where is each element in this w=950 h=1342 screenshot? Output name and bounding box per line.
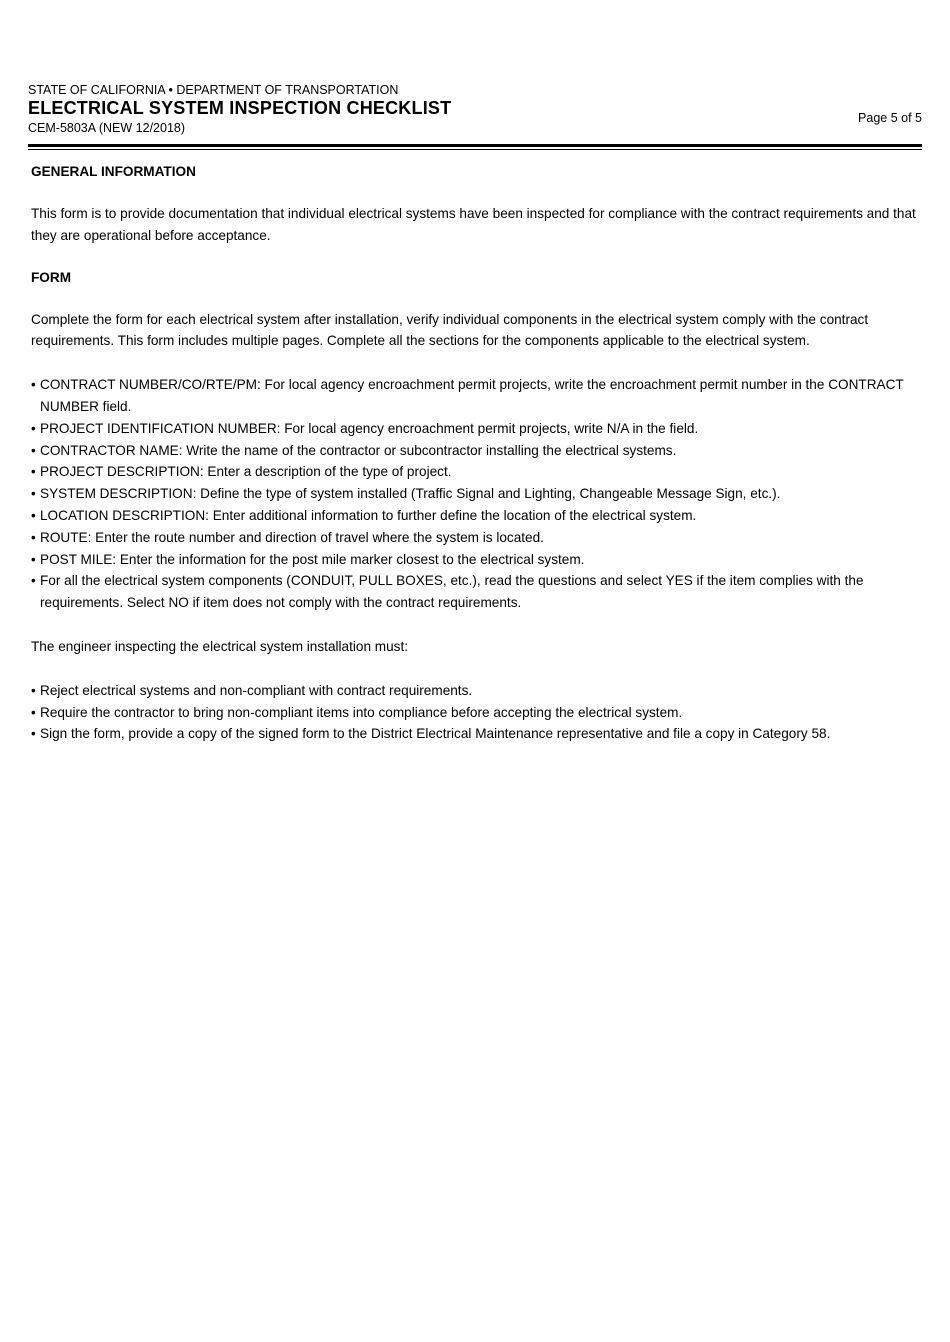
list-item-text: For all the electrical system components (CONDUIT, PULL BOXES, etc.), read the questions and select YES if the item complies with the requirements. Select NO if item does not comply with the contract requirements. [40,573,864,611]
header-rule-thick [28,144,922,147]
list-item-text: SYSTEM DESCRIPTION: Define the type of system installed (Traffic Signal and Lighting, Changeable Message Sign, etc.). [40,486,781,502]
list-item [31,702,919,724]
list-item-text: ROUTE: Enter the route number and direction of travel where the system is located. [40,529,544,545]
bullet: • [31,420,36,436]
instructions-body [31,163,919,767]
bullet: • [31,551,36,567]
form-heading: FORM [31,269,72,285]
list-item [31,527,919,549]
bullet: • [31,464,36,480]
list-item-text: CONTRACTOR NAME: Write the name of the contractor or subcontractor installing the electrical systems. [40,442,677,458]
page-number: Page 5 of 5 [858,111,922,125]
form-title: ELECTRICAL SYSTEM INSPECTION CHECKLIST [28,98,452,118]
list-item-text: LOCATION DESCRIPTION: Enter additional information to further define the location of the electrical system. [40,507,697,523]
list-item [31,570,919,614]
engineer-requirements-list [31,680,919,745]
bullet: • [31,377,36,393]
list-item [31,418,919,440]
list-item [31,374,919,418]
general-information-text: This form is to provide documentation that individual electrical systems have been inspected for compliance with the contract requirements and that they are operational before acceptance. [31,206,916,243]
bullet: • [31,529,36,545]
general-information-heading: GENERAL INFORMATION [31,164,196,179]
form-number: CEM-5803A (NEW 12/2018) [28,121,186,135]
bullet: • [31,704,36,720]
list-item [31,723,919,745]
bullet: • [31,442,36,458]
list-item-text: PROJECT DESCRIPTION: Enter a description of the type of project. [40,464,452,480]
list-item [31,483,919,505]
bullet: • [31,682,36,698]
header-rule-thin [28,149,922,150]
bullet: • [31,507,36,523]
list-item [31,680,919,702]
list-item-text: Sign the form, provide a copy of the signed form to the District Electrical Maintenance representative and file a copy in Category 58. [40,726,831,742]
list-item-text: PROJECT IDENTIFICATION NUMBER: For local agency encroachment permit projects, write N/A in the field. [40,420,699,436]
bullet: • [31,573,36,589]
list-item [31,549,919,571]
field-instructions-list [31,374,919,614]
list-item-text: Require the contractor to bring non-compliant items into compliance before accepting the electrical system. [40,704,683,720]
list-item-text: POST MILE: Enter the information for the post mile marker closest to the electrical system. [40,551,585,567]
list-item-text: CONTRACT NUMBER/CO/RTE/PM: For local agency encroachment permit projects, write the encroachment permit number in the CONTRACT NUMBER field. [40,377,904,414]
form-instructions-text: Complete the form for each electrical system after installation, verify individual components in the electrical system comply with the contract requirements. This form includes multiple pages. Complete all the sections for the components applicable to the electrical system. [31,311,869,349]
header-agency: STATE OF CALIFORNIA • DEPARTMENT OF TRANSPORTATION [28,83,399,97]
list-item-text: Reject electrical systems and non-compliant with contract requirements. [40,682,473,698]
engineer-intro-text: The engineer inspecting the electrical system installation must: [31,638,409,654]
bullet: • [31,726,36,742]
list-item [31,461,919,483]
bullet: • [31,486,36,502]
list-item [31,505,919,527]
list-item [31,440,919,462]
